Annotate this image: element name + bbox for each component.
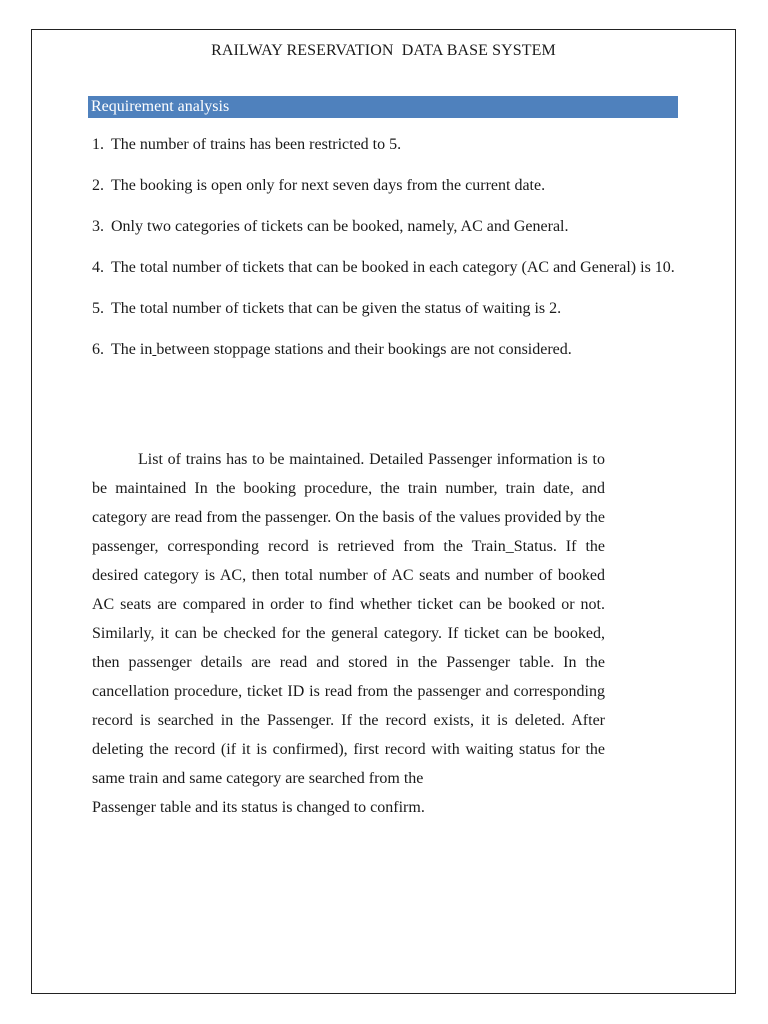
list-item-number: 4. [92,259,104,276]
list-item-text: The number of trains has been restricted to 5. [111,136,402,153]
list-item-text-part: between stoppage stations and their bookings are not considered. [156,341,572,358]
document-title: RAILWAY RESERVATION DATA BASE SYSTEM [211,42,556,59]
list-item-number: 1. [92,136,104,153]
section-header-requirement-analysis: Requirement analysis [88,96,678,118]
list-item [92,335,675,364]
list-item-text: The booking is open only for next seven days from the current date. [111,177,546,194]
list-item-number: 5. [92,300,104,317]
paragraph-last-line: Passenger table and its status is changed to confirm. [92,799,425,816]
list-item [92,294,675,323]
list-item-number: 2. [92,177,104,194]
requirements-list [92,130,675,376]
list-item-number: 6. [92,341,104,358]
list-item-text [111,335,675,364]
list-item-text-part: The in [111,341,153,358]
list-item-number: 3. [92,218,104,235]
list-item [92,253,675,282]
list-item-text: Only two categories of tickets can be booked, namely, AC and General. [111,218,569,235]
list-item [92,171,675,200]
list-item-text: The total number of tickets that can be booked in each category (AC and General) is 10. [111,259,675,276]
list-item [92,130,675,159]
list-item-text: The total number of tickets that can be given the status of waiting is 2. [111,300,562,317]
paragraph-main: List of trains has to be maintained. Detailed Passenger information is to be maintained In the booking procedure, the train number, train date, and category are read from the passenger. On the basis of the values provided by the passenger, corresponding record is retrieved from the Train_Status. If the desired category is AC, then total number of AC seats and number of booked AC seats are compared in order to find whether ticket can be booked or not. Similarly, it can be checked for the general category. If ticket can be booked, then passenger details are read and stored in the Passenger table. In the cancellation procedure, ticket ID is read from the passenger and corresponding record is searched in the Passenger. If the record exists, it is deleted. After deleting the record (if it is confirmed), first record with waiting status for the same train and same category are searched from the [92,451,605,787]
body-paragraph [92,445,605,822]
list-item [92,212,675,241]
